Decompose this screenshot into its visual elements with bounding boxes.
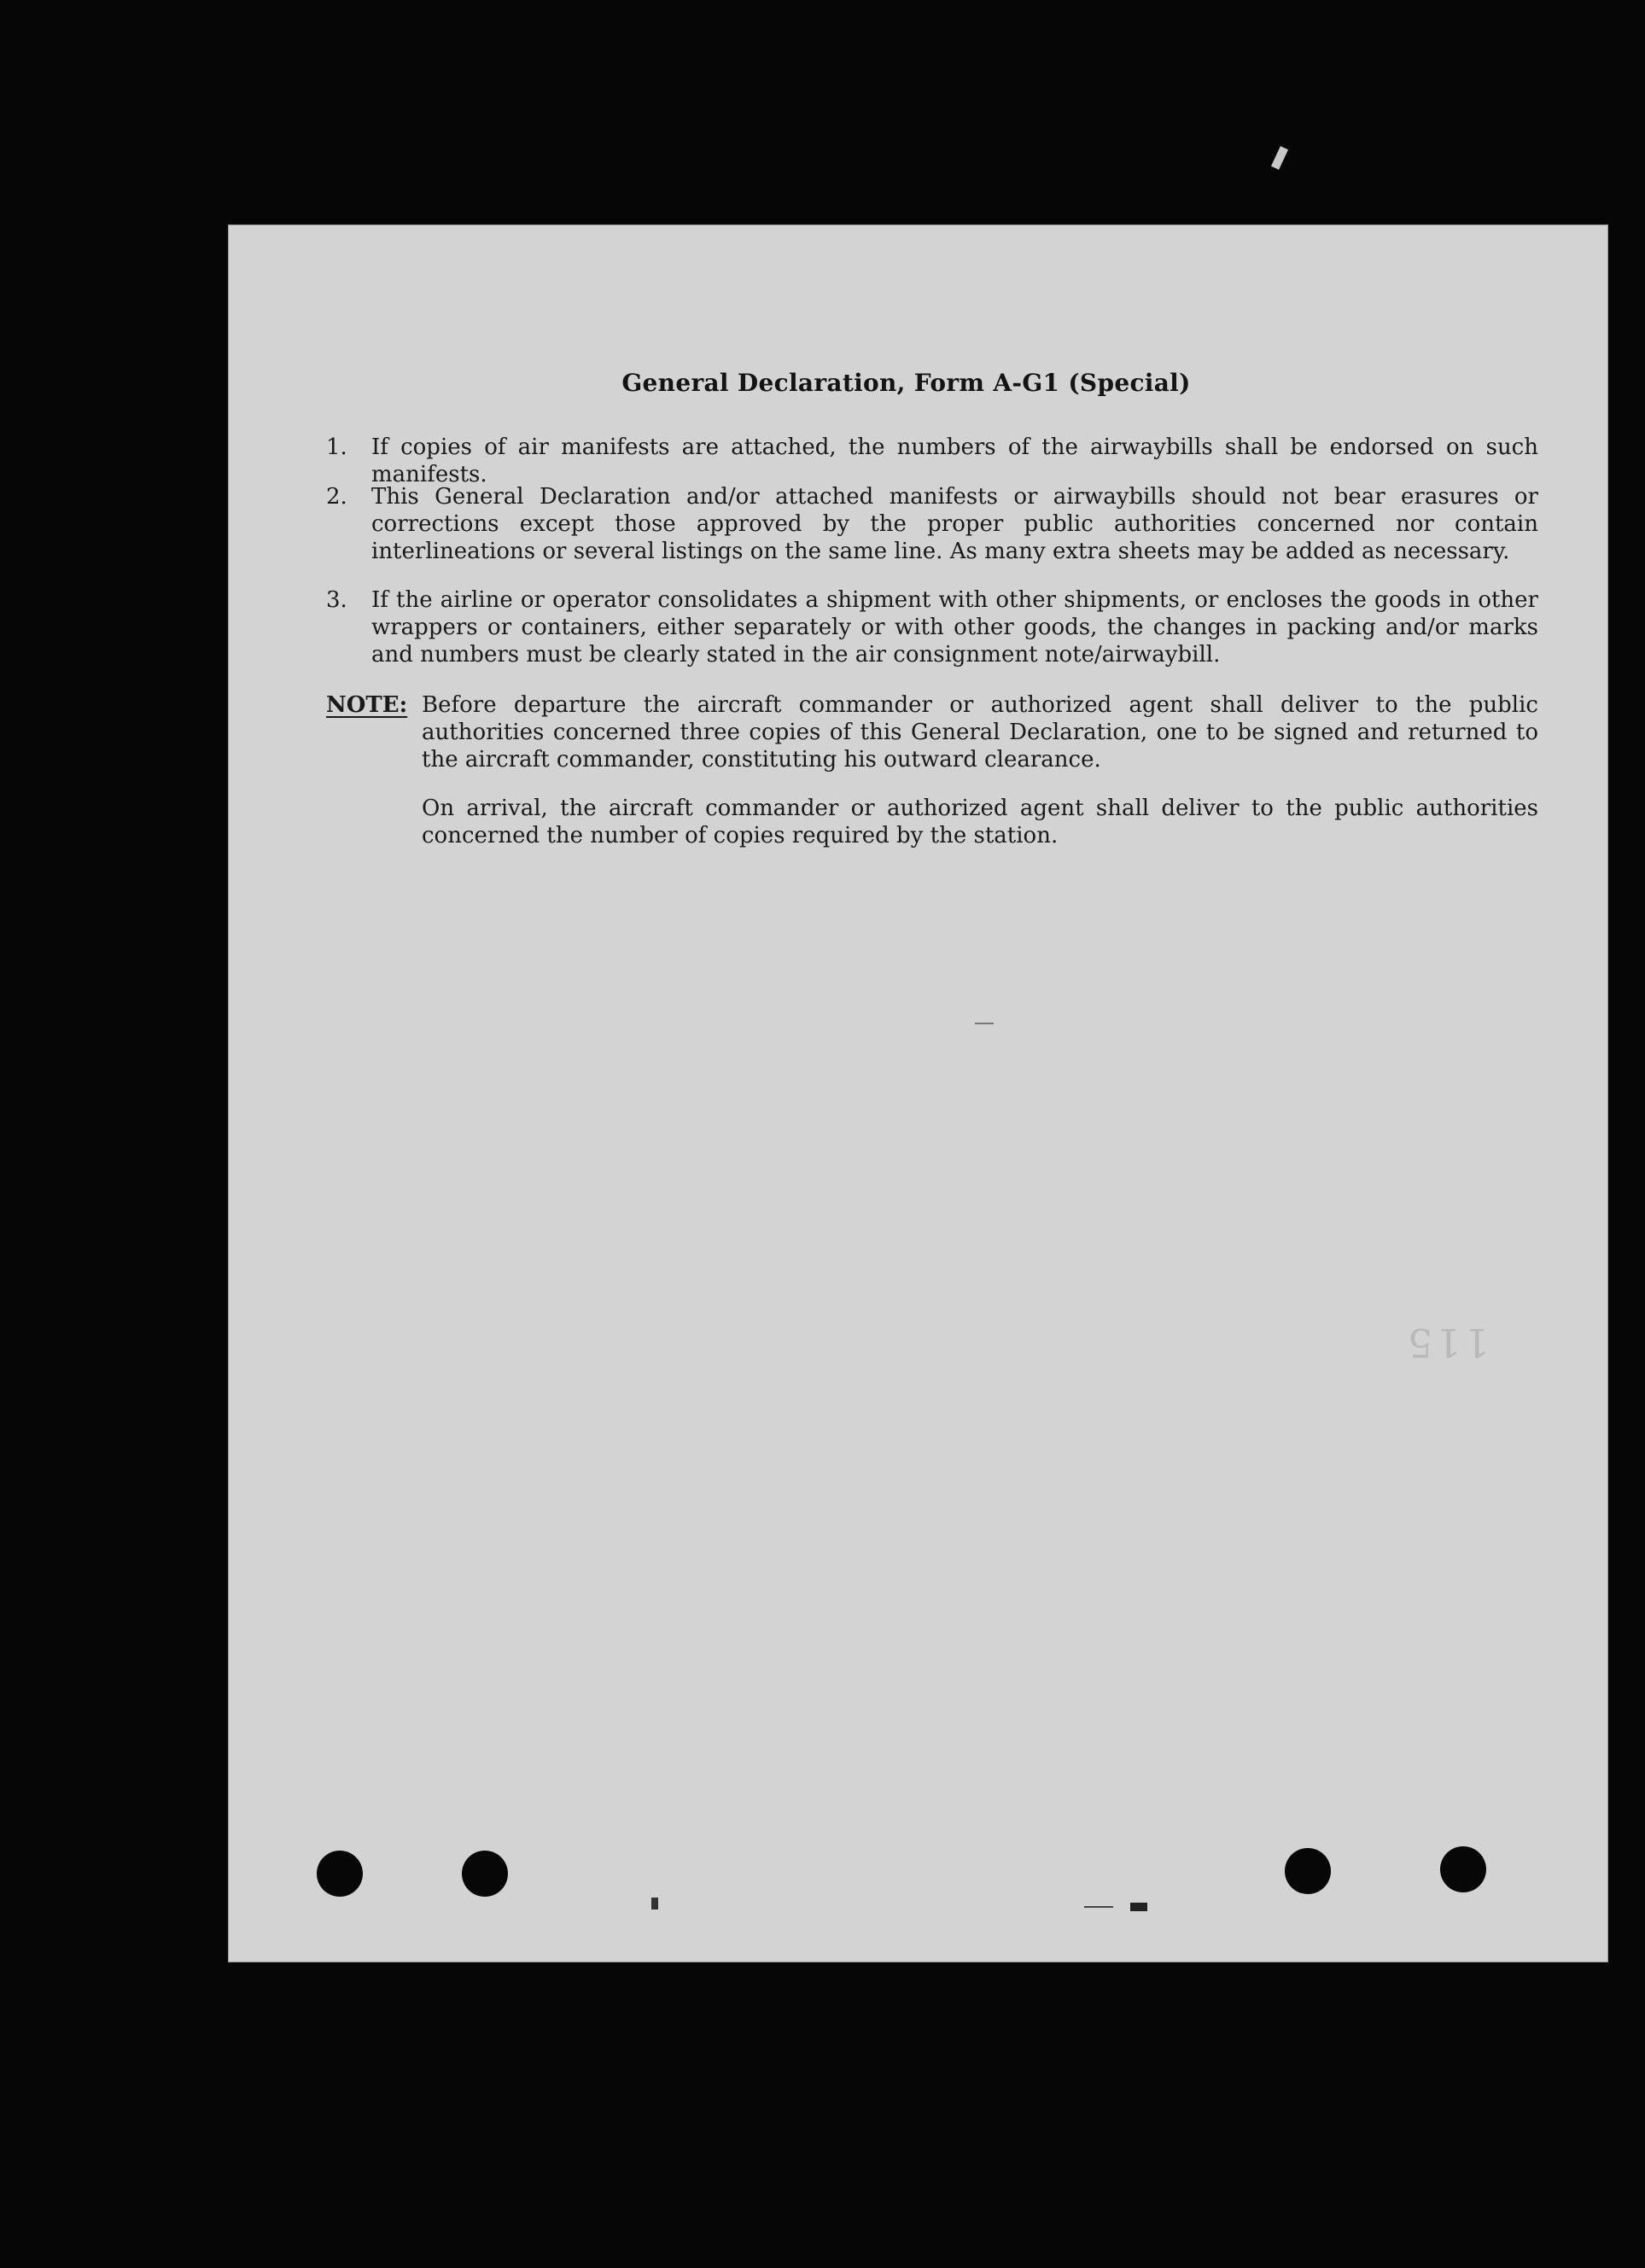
list-item-1 [326,434,1538,488]
punch-hole [317,1851,363,1897]
item-number: 1. [326,434,347,460]
punch-hole [1285,1848,1331,1894]
faint-bleed-through-mark: 115 [1404,1320,1490,1366]
list-item-3 [326,586,1538,668]
punch-hole [1440,1846,1486,1892]
item-text: If the airline or operator consolidates a shipment with other shipments, or encloses the goods in other wrappers or containers, either separately or with other goods, the changes in packing and/or marks and numbers must be clearly stated in the air consignment note/airwaybill. [371,587,1538,668]
item-number: 3. [326,587,347,613]
note-paragraph-2: On arrival, the aircraft commander or authorized agent shall deliver to the public authorities concerned the number of copies required by the station. [422,796,1538,848]
scan-speck [651,1898,658,1909]
punch-hole [462,1851,508,1897]
scan-speck [1084,1906,1113,1908]
item-number: 2. [326,484,347,510]
document-page [228,224,1608,1962]
document-title: General Declaration, Form A-G1 (Special) [621,369,1191,397]
item-text: This General Declaration and/or attached manifests or airwaybills should not bear erasures or corrections except those approved by the proper public authorities concerned nor contain interlineations or several listings on the same line. As many extra sheets may be added as necessary. [371,484,1538,564]
list-item-2 [326,483,1538,565]
scan-speck [1130,1903,1147,1911]
scan-speck [975,1023,994,1024]
item-text: If copies of air manifests are attached, the numbers of the airwaybills shall be endorsed on such manifests. [371,434,1538,487]
note-label: NOTE: [326,692,408,718]
note-paragraph-1: Before departure the aircraft commander or authorized agent shall deliver to the public authorities concerned three copies of this General Declaration, one to be signed and returned to the aircraft commander, constituting his outward clearance. [422,692,1538,773]
